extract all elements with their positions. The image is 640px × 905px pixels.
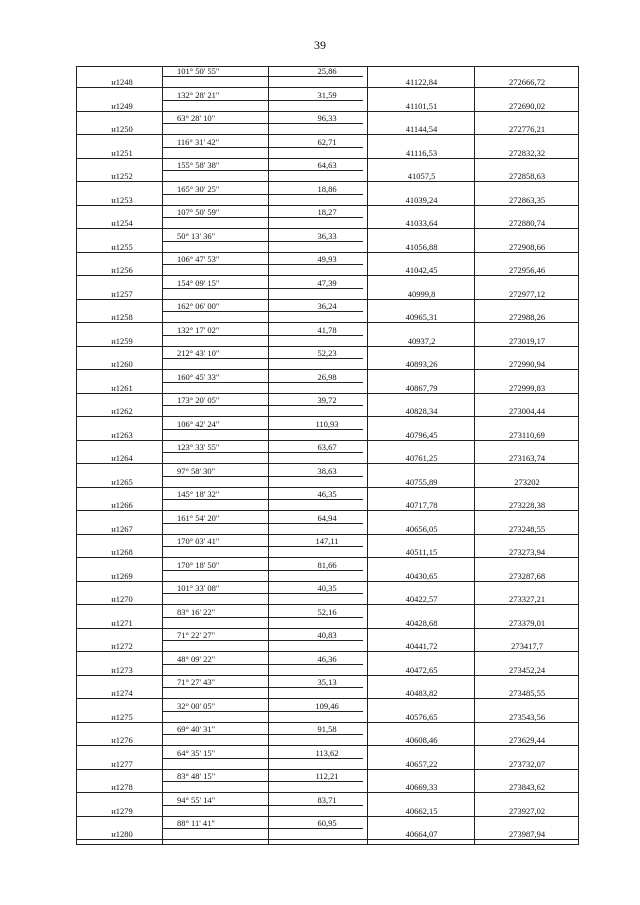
page-number: 39	[314, 38, 326, 52]
segment-angle: 161° 54' 20"	[177, 512, 220, 523]
segment-row	[163, 747, 363, 759]
point-name: н1274	[111, 688, 133, 698]
point-y: 272908,66	[508, 241, 546, 252]
point-y: 272863,35	[508, 194, 546, 205]
point-y: 273019,17	[508, 335, 546, 346]
segment-distance: 41,78	[317, 324, 337, 335]
point-y: 272990,94	[508, 359, 546, 369]
point-y: 273327,21	[508, 594, 546, 604]
point-x: 40430,65	[405, 570, 438, 581]
point-row	[77, 547, 578, 558]
point-name: н1263	[111, 429, 133, 440]
point-name: н1269	[111, 570, 133, 581]
point-y: 273927,02	[508, 805, 546, 816]
segment-distance: 62,71	[317, 136, 337, 147]
point-name: н1250	[111, 124, 133, 134]
segment-distance: 52,23	[317, 348, 337, 358]
segment-distance: 52,16	[317, 606, 337, 617]
segment-angle: 83° 16' 22"	[177, 606, 216, 617]
segment-distance: 46,36	[317, 653, 337, 664]
segment-distance: 31,59	[317, 89, 337, 100]
point-x: 40828,34	[405, 406, 438, 416]
segment-row	[163, 724, 363, 735]
segment-distance: 18,86	[317, 183, 337, 194]
point-y: 273732,07	[508, 758, 546, 769]
point-row	[77, 147, 578, 159]
segment-distance: 81,66	[317, 559, 337, 570]
point-name: н1273	[111, 664, 133, 675]
point-x: 40937,2	[407, 335, 436, 346]
segment-angle: 106° 47' 53"	[177, 254, 220, 264]
segment-row	[163, 677, 363, 688]
segment-distance: 36,24	[317, 301, 337, 311]
point-y: 273452,24	[508, 664, 546, 675]
point-name: н1261	[111, 382, 133, 393]
point-row	[77, 382, 578, 394]
point-x: 40867,79	[405, 382, 438, 393]
point-x: 40656,05	[405, 523, 438, 534]
segment-angle: 132° 17' 02"	[177, 324, 220, 335]
point-x: 40483,82	[405, 688, 438, 698]
segment-angle: 94° 55' 14"	[177, 794, 216, 805]
segment-row	[163, 653, 363, 665]
segment-row	[163, 489, 363, 500]
point-name: н1264	[111, 453, 133, 463]
segment-angle: 63° 28' 10"	[177, 113, 216, 123]
point-row	[77, 453, 578, 464]
point-x: 40608,46	[405, 735, 438, 745]
point-name: н1276	[111, 735, 133, 745]
point-y: 273987,94	[508, 829, 546, 839]
point-name: н1257	[111, 288, 133, 299]
point-x: 41144,54	[405, 124, 438, 134]
segment-distance: 40,83	[317, 630, 337, 640]
segment-angle: 173° 20' 05"	[177, 395, 220, 405]
point-row	[77, 312, 578, 323]
point-name: н1277	[111, 758, 133, 769]
segment-distance: 25,86	[317, 66, 337, 76]
segment-distance: 26,98	[317, 371, 337, 382]
point-x: 40999,8	[407, 288, 436, 299]
segment-angle: 83° 48' 15"	[177, 771, 216, 781]
segment-distance: 39,72	[317, 395, 337, 405]
segment-row	[163, 606, 363, 618]
segment-distance: 38,63	[317, 465, 337, 476]
segment-distance: 96,33	[317, 113, 337, 123]
point-name: н1260	[111, 359, 133, 369]
segment-angle: 160° 45' 33"	[177, 371, 220, 382]
point-row	[77, 500, 578, 511]
point-row	[77, 218, 578, 229]
segment-row	[163, 254, 363, 265]
point-y: 272988,26	[508, 312, 546, 322]
point-y: 272999,83	[508, 382, 546, 393]
point-name: н1275	[111, 711, 133, 722]
point-row	[77, 241, 578, 253]
point-name: н1267	[111, 523, 133, 534]
point-x: 40664,07	[405, 829, 438, 839]
point-x: 40657,22	[405, 758, 438, 769]
point-x: 40472,65	[405, 664, 438, 675]
point-x: 40511,15	[405, 547, 438, 557]
segment-distance: 36,33	[317, 230, 337, 241]
column-divider	[268, 67, 269, 844]
point-name: н1278	[111, 782, 133, 792]
point-row	[77, 758, 578, 770]
point-row	[77, 805, 578, 817]
segment-distance: 110,93	[315, 418, 339, 429]
column-divider	[162, 67, 163, 844]
point-y: 272956,46	[508, 265, 546, 275]
point-y: 273228,38	[508, 500, 546, 510]
point-row	[77, 194, 578, 206]
point-name: н1271	[111, 617, 133, 628]
point-x: 40669,33	[405, 782, 438, 792]
point-x: 40441,72	[405, 641, 438, 651]
point-name: н1266	[111, 500, 133, 510]
segment-row	[163, 160, 363, 171]
segment-row	[163, 113, 363, 124]
point-name: н1248	[111, 77, 133, 87]
segment-angle: 48° 09' 22"	[177, 653, 216, 664]
point-y: 273273,94	[508, 547, 546, 557]
point-row	[77, 641, 578, 652]
segment-angle: 170° 18' 50"	[177, 559, 220, 570]
point-row	[77, 570, 578, 582]
segment-row	[163, 418, 363, 430]
point-x: 41039,24	[405, 194, 438, 205]
segment-row	[163, 136, 363, 148]
segment-distance: 46,35	[317, 489, 337, 499]
point-name: н1253	[111, 194, 133, 205]
segment-row	[163, 512, 363, 524]
segment-angle: 71° 27' 43"	[177, 677, 216, 687]
point-row	[77, 359, 578, 370]
point-row	[77, 335, 578, 347]
point-name: н1272	[111, 641, 133, 651]
point-y: 273202	[514, 476, 540, 487]
segment-angle: 69° 40' 31"	[177, 724, 216, 734]
segment-angle: 101° 50' 55"	[177, 66, 220, 76]
point-y: 272776,21	[508, 124, 546, 134]
point-y: 273629,44	[508, 735, 546, 745]
segment-row	[163, 301, 363, 312]
segment-distance: 47,39	[317, 277, 337, 288]
point-row	[77, 664, 578, 676]
segment-distance: 40,35	[317, 583, 337, 593]
point-y: 272690,02	[508, 100, 546, 111]
segment-distance: 83,71	[317, 794, 337, 805]
segment-angle: 155° 58' 38"	[177, 160, 220, 170]
point-row	[77, 406, 578, 417]
segment-angle: 170° 03' 41"	[177, 536, 220, 546]
point-row	[77, 782, 578, 793]
point-x: 41101,51	[405, 100, 438, 111]
point-y: 273163,74	[508, 453, 546, 463]
point-x: 40761,25	[405, 453, 438, 463]
segment-angle: 145° 18' 32"	[177, 489, 220, 499]
point-y: 273417,7	[511, 641, 543, 651]
segment-row	[163, 371, 363, 383]
segment-angle: 106° 42' 24"	[177, 418, 220, 429]
segment-row	[163, 66, 363, 77]
segment-angle: 154° 09' 15"	[177, 277, 220, 288]
point-y: 273543,56	[508, 711, 546, 722]
point-x: 41122,84	[405, 77, 438, 87]
segment-row	[163, 559, 363, 571]
segment-row	[163, 771, 363, 782]
point-x: 40576,65	[405, 711, 438, 722]
point-y: 273004,44	[508, 406, 546, 416]
segment-distance: 147,11	[315, 536, 339, 546]
point-name: н1268	[111, 547, 133, 557]
point-x: 40422,57	[405, 594, 438, 604]
segment-angle: 123° 33' 55"	[177, 442, 220, 452]
segment-distance: 18,27	[317, 207, 337, 217]
segment-angle: 71° 22' 27"	[177, 630, 216, 640]
point-row	[77, 594, 578, 605]
point-x: 40428,68	[405, 617, 438, 628]
point-name: н1254	[111, 218, 133, 228]
point-row	[77, 288, 578, 300]
point-y: 272858,63	[508, 171, 546, 181]
point-y: 273287,68	[508, 570, 546, 581]
segment-distance: 113,62	[315, 747, 339, 758]
point-x: 41033,64	[405, 218, 438, 228]
point-name: н1256	[111, 265, 133, 275]
point-x: 40755,89	[405, 476, 438, 487]
point-x: 40965,31	[405, 312, 438, 322]
segment-distance: 64,94	[317, 512, 337, 523]
point-y: 273379,01	[508, 617, 546, 628]
segment-distance: 64,63	[317, 160, 337, 170]
segment-angle: 88° 11' 41"	[177, 818, 215, 828]
point-name: н1249	[111, 100, 133, 111]
column-divider	[367, 67, 368, 844]
segment-row	[163, 207, 363, 218]
segment-distance: 112,21	[315, 771, 339, 781]
segment-row	[163, 630, 363, 641]
segment-angle: 107° 50' 59"	[177, 207, 220, 217]
point-row	[77, 77, 578, 88]
point-row	[77, 711, 578, 723]
point-y: 273248,55	[508, 523, 546, 534]
point-name: н1270	[111, 594, 133, 604]
segment-row	[163, 794, 363, 806]
segment-angle: 116° 31' 42"	[177, 136, 220, 147]
segment-angle: 162° 06' 00"	[177, 301, 220, 311]
point-row	[77, 688, 578, 699]
point-y: 272666,72	[508, 77, 546, 87]
segment-angle: 32° 00' 05"	[177, 700, 216, 711]
point-y: 272832,32	[508, 147, 546, 158]
segment-distance: 109,46	[315, 700, 339, 711]
segment-row	[163, 818, 363, 829]
coordinates-table	[76, 66, 579, 845]
segment-angle: 132° 28' 21"	[177, 89, 220, 100]
point-x: 40662,15	[405, 805, 438, 816]
point-x: 41116,53	[405, 147, 438, 158]
segment-distance: 49,93	[317, 254, 337, 264]
segment-row	[163, 442, 363, 453]
segment-distance: 60,95	[317, 818, 337, 828]
segment-row	[163, 465, 363, 477]
segment-distance: 91,58	[317, 724, 337, 734]
segment-angle: 165° 30' 25"	[177, 183, 220, 194]
point-row	[77, 476, 578, 488]
point-name: н1279	[111, 805, 133, 816]
point-row	[77, 124, 578, 135]
point-name: н1259	[111, 335, 133, 346]
point-name: н1252	[111, 171, 133, 181]
point-y: 273843,62	[508, 782, 546, 792]
point-name: н1262	[111, 406, 133, 416]
point-y: 272977,12	[508, 288, 546, 299]
segment-angle: 50° 13' 36"	[177, 230, 216, 241]
segment-row	[163, 700, 363, 712]
point-x: 41042,45	[405, 265, 438, 275]
segment-row	[163, 395, 363, 406]
segment-angle: 101° 33' 08"	[177, 583, 220, 593]
segment-row	[163, 89, 363, 101]
segment-row	[163, 324, 363, 336]
point-row	[77, 829, 578, 840]
segment-distance: 35,13	[317, 677, 337, 687]
point-row	[77, 171, 578, 182]
segment-angle: 97° 58' 30"	[177, 465, 216, 476]
point-y: 273485,55	[508, 688, 546, 698]
segment-row	[163, 583, 363, 594]
point-name: н1258	[111, 312, 133, 322]
segment-row	[163, 230, 363, 242]
segment-row	[163, 277, 363, 289]
segment-row	[163, 536, 363, 547]
segment-row	[163, 348, 363, 359]
point-x: 40796,45	[405, 429, 438, 440]
segment-row	[163, 183, 363, 195]
point-row	[77, 735, 578, 746]
point-name: н1251	[111, 147, 133, 158]
segment-distance: 63,67	[317, 442, 337, 452]
point-name: н1280	[111, 829, 133, 839]
point-x: 40893,26	[405, 359, 438, 369]
point-x: 41057,5	[407, 171, 436, 181]
point-name: н1265	[111, 476, 133, 487]
point-y: 273110,69	[509, 429, 545, 440]
point-x: 40717,78	[405, 500, 438, 510]
point-row	[77, 429, 578, 441]
segment-angle: 212° 43' 10"	[177, 348, 220, 358]
point-row	[77, 265, 578, 276]
segment-angle: 64° 35' 15"	[177, 747, 216, 758]
point-name: н1255	[111, 241, 133, 252]
point-x: 41056,88	[405, 241, 438, 252]
point-row	[77, 617, 578, 629]
point-y: 272880,74	[508, 218, 546, 228]
point-row	[77, 100, 578, 112]
point-row	[77, 523, 578, 535]
